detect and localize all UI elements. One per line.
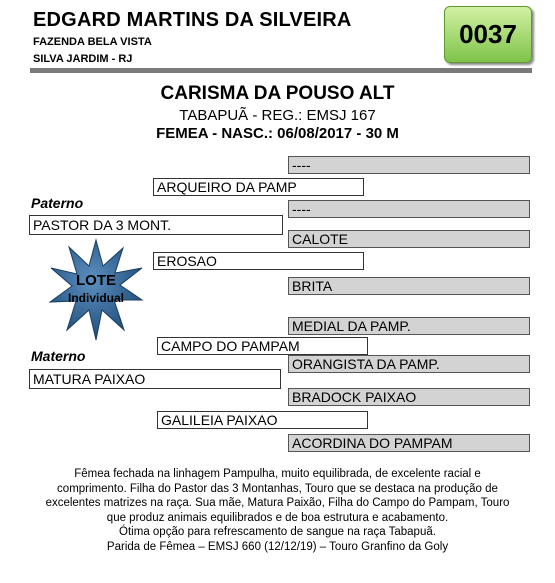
description-line: que produz animais equilibrados e de boa estrutura e acabamento. [106, 511, 449, 524]
description-line: Fêmea fechada na linhagem Pampulha, muito equilibrada, de excelente racial e [74, 468, 481, 480]
sex-birth-date: FEMEA - NASC.: 06/08/2017 - 30 M [156, 125, 399, 142]
breed-registration: TABAPUÃ - REG.: EMSJ 167 [179, 107, 376, 124]
pedigree-sire-dam: EROSAO [153, 252, 364, 270]
lote-individual-star-icon [48, 238, 144, 342]
pedigree-sire-sire: ARQUEIRO DA PAMP [153, 178, 364, 196]
description-line: Ótima opção para refrescamento de sangue na raça Tabapuã. [119, 526, 436, 538]
maternal-label: Materno [31, 348, 86, 364]
pedigree-dam-dam-sire: BRADOCK PAIXAO [288, 388, 530, 406]
description-line: excelentes matrizes na raça. Sua mãe, Matura Paixão, Filha do Campo do Pampam, Touro [45, 497, 510, 509]
owner-name: EDGARD MARTINS DA SILVEIRA [33, 9, 352, 31]
pedigree-dam-dam-dam: ACORDINA DO PAMPAM [288, 434, 530, 452]
paternal-label: Paterno [31, 195, 84, 211]
pedigree-dam: MATURA PAIXAO [29, 369, 281, 389]
pedigree-sire-dam-sire: CALOTE [288, 230, 530, 248]
pedigree-sire-dam-dam: BRITA [288, 277, 530, 295]
city-state: SILVA JARDIM - RJ [33, 53, 133, 65]
animal-description [20, 467, 535, 554]
individual-label: Individual [67, 291, 124, 305]
pedigree-dam-sire: CAMPO DO PAMPAM [157, 337, 368, 355]
pedigree-sire: PASTOR DA 3 MONT. [29, 215, 283, 235]
pedigree-dam-sire-sire: MEDIAL DA PAMP. [288, 317, 530, 335]
lot-number-badge: 0037 [444, 6, 532, 63]
description-line: comprimento. Filha do Pastor das 3 Montanhas, Touro que se destaca na produção de [57, 482, 498, 495]
pedigree-dam-dam: GALILEIA PAIXAO [157, 411, 368, 429]
pedigree-dam-sire-dam: ORANGISTA DA PAMP. [288, 355, 530, 373]
pedigree-sire-sire-sire: ---- [288, 156, 530, 174]
lote-label: LOTE [76, 272, 116, 289]
farm-name: FAZENDA BELA VISTA [33, 36, 152, 48]
header-divider [30, 68, 532, 73]
pedigree-sire-sire-dam: ---- [288, 200, 530, 218]
animal-name: CARISMA DA POUSO ALT [160, 83, 395, 104]
description-line: Parida de Fêmea – EMSJ 660 (12/12/19) – Touro Granfino da Goly [106, 540, 449, 553]
